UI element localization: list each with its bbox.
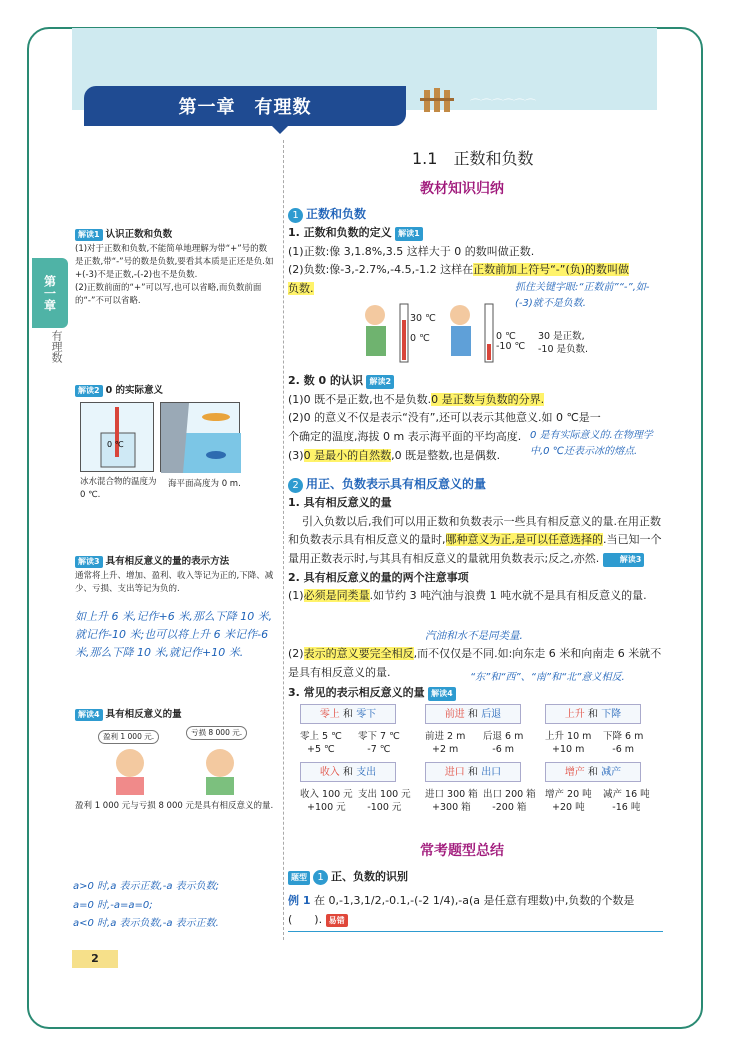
pair-value: 零上 5 ℃ +5 ℃ (300, 731, 342, 756)
note3-handwriting: 如上升 6 米,记作+6 米,那么下降 10 米,就记作-10 米;也可以将上升 6 米记作-6 米,那么下降 10 米,就记作+10 米. (75, 610, 273, 660)
pair-value: 支出 100 元 -100 元 (358, 789, 411, 814)
pair-value: 上升 10 m +10 m (545, 731, 592, 756)
p1-title: 1. 正数和负数的定义 解读1 (288, 224, 663, 243)
hw-same-kind: 汽油和水不是同类量. (425, 630, 523, 642)
pair-value: 减产 16 吨 -16 吨 (603, 789, 650, 814)
chapter-side-subtitle: 有理数 (50, 330, 63, 363)
note3-heading: 解读3 具有相反意义的量的表示方法 (75, 555, 275, 570)
section-band-knowledge: 教材知识归纳 (420, 181, 504, 197)
note2-heading: 解读2 0 的实际意义 (75, 384, 275, 399)
sub2-heading: 2 用正、负数表示具有相反意义的量 (288, 474, 663, 495)
page-number: 2 (72, 950, 118, 968)
hw-a-negative: a<0 时,a 表示负数,-a 表示正数. (73, 918, 219, 929)
note1-text2: (2)正数前面的“+”可以写,也可以省略,而负数前面的“-”不可以省略. (75, 283, 262, 307)
fig2-caption: 海平面高度为 0 m. (168, 479, 241, 489)
pair-box: 零上 和 零下 (300, 704, 396, 724)
pair-value: 零下 7 ℃ -7 ℃ (358, 731, 400, 756)
note4-heading: 解读4 具有相反意义的量 (75, 708, 275, 723)
note4-text: 盈利 1 000 元与亏损 8 000 元是具有相反意义的量. (75, 801, 274, 811)
p1-line2: (2)负数:像-3,-2.7%,-4.5,-1.2 这样在正数前加上符号“-”(负)的数叫做 负数. (288, 263, 630, 296)
p2-title: 2. 数 0 的认识 解读2 (288, 372, 663, 391)
q2-line1: (1)必须是同类量.如节约 3 吨汽油与浪费 1 吨水就不是具有相反意义的量. (288, 589, 647, 603)
ice-water-figure (80, 402, 154, 472)
sub1-heading: 1 正数和负数 (288, 204, 663, 225)
pair-box: 收入 和 支出 (300, 762, 396, 782)
pair-value: 进口 300 箱 +300 箱 (425, 789, 478, 814)
temp-label-neg10: -10 ℃ (496, 341, 526, 352)
type1-heading: 题型 1 正、负数的识别 (288, 868, 663, 887)
q3-title: 3. 常见的表示相反意义的量 解读4 (288, 684, 663, 703)
thermo-caption: 30 是正数, -10 是负数. (538, 331, 589, 356)
bubble-profit: 盈利 1 000 元. (98, 730, 159, 744)
hw-zero-note: 0 是有实际意义的.在物理学中,0 ℃还表示冰的熔点. (530, 430, 653, 457)
temp-label-0b: 0 ℃ (496, 331, 516, 342)
pair-box: 上升 和 下降 (545, 704, 641, 724)
pair-value: 收入 100 元 +100 元 (300, 789, 353, 814)
pair-box: 前进 和 后退 (425, 704, 521, 724)
q2-line2: (2)表示的意义要完全相反,而不仅仅是不同.如:向东走 6 米和向南走 6 米就不是具有相反意义的量. (288, 647, 662, 679)
people-figure (100, 745, 260, 795)
pair-value: 后退 6 m -6 m (483, 731, 524, 756)
pair-value: 出口 200 箱 -200 箱 (483, 789, 536, 814)
column-divider (283, 140, 284, 940)
pair-box: 增产 和 减产 (545, 762, 641, 782)
p1-line1: (1)正数:像 3,1.8%,3.5 这样大于 0 的数叫做正数. (288, 244, 535, 258)
q2-title: 2. 具有相反意义的量的两个注意事项 (288, 570, 469, 584)
svg-text:⌒⌒⌒⌒⌒⌒: ⌒⌒⌒⌒⌒⌒ (470, 98, 536, 111)
p2-line2: (2)0 的意义不仅是表示“没有”,还可以表示其他意义.如 0 ℃是一个确定的温度,海拔 0 m 表示海平面的平均高度. (288, 411, 601, 444)
example1: 例 1 在 0,-1,3,1/2,-0.1,-(-2 1/4),-a(a 是任意有理数)中,负数的个数是( ). 易错 (288, 892, 663, 932)
temp-label-30: 30 ℃ (410, 313, 436, 324)
pair-value: 增产 20 吨 +20 吨 (545, 789, 592, 814)
pair-box: 进口 和 出口 (425, 762, 521, 782)
note1-text: (1)对于正数和负数,不能简单地理解为带“+”号的数是正数,带“-”号的数是负数,要看其本质是正还是负.如+(-3)不是正数,-(-2)也不是负数. (75, 243, 274, 281)
hw-direction-note: “东”和“西”、“南”和“北”意义相反. (470, 672, 625, 683)
fence-decoration (420, 86, 560, 114)
p2-line3: (3)0 是最小的自然数,0 既是整数,也是偶数. (288, 448, 501, 462)
hw-keyword-note: 抓住关键字眼:“正数前”“-”,如-(-3)就不是负数. (515, 282, 650, 309)
fig1-caption: 冰水混合物的温度为 0 ℃. (80, 477, 157, 501)
q1-text: 引入负数以后,我们可以用正数和负数表示一些具有相反意义的量.在用正数和负数表示具有相反意义的量时,哪种意义为正,是可以任意选择的.当已知一个量用正数表示时,与其具有相反意义的量就用负数表示;反之,亦然. 解读3 (288, 514, 662, 566)
q1-title: 1. 具有相反意义的量 (288, 496, 392, 509)
section-title: 1.1 正数和负数 (412, 149, 534, 168)
sea-level-figure (160, 402, 240, 472)
bubble-loss: 亏损 8 000 元. (186, 726, 247, 740)
chapter-side-tab: 第一章 (32, 258, 68, 328)
note3-text: 通常将上升、增加、盈利、收入等记为正的,下降、减少、亏损、支出等记为负的. (75, 570, 274, 594)
section-band-questions: 常考题型总结 (420, 843, 504, 859)
note1-heading: 解读1 认识正数和负数 (75, 228, 275, 243)
hw-a-positive: a>0 时,a 表示正数,-a 表示负数; (73, 881, 219, 892)
pair-value: 下降 6 m -6 m (603, 731, 644, 756)
p2-line1: (1)0 既不是正数,也不是负数.0 是正数与负数的分界. (288, 392, 545, 406)
temp-label-0a: 0 ℃ (410, 333, 430, 344)
thermometer-label: 0 ℃ (107, 440, 124, 449)
hw-a-zero: a=0 时,-a=a=0; (73, 899, 153, 911)
pair-value: 前进 2 m +2 m (425, 731, 466, 756)
chapter-title: 第一章 有理数 (84, 86, 406, 126)
